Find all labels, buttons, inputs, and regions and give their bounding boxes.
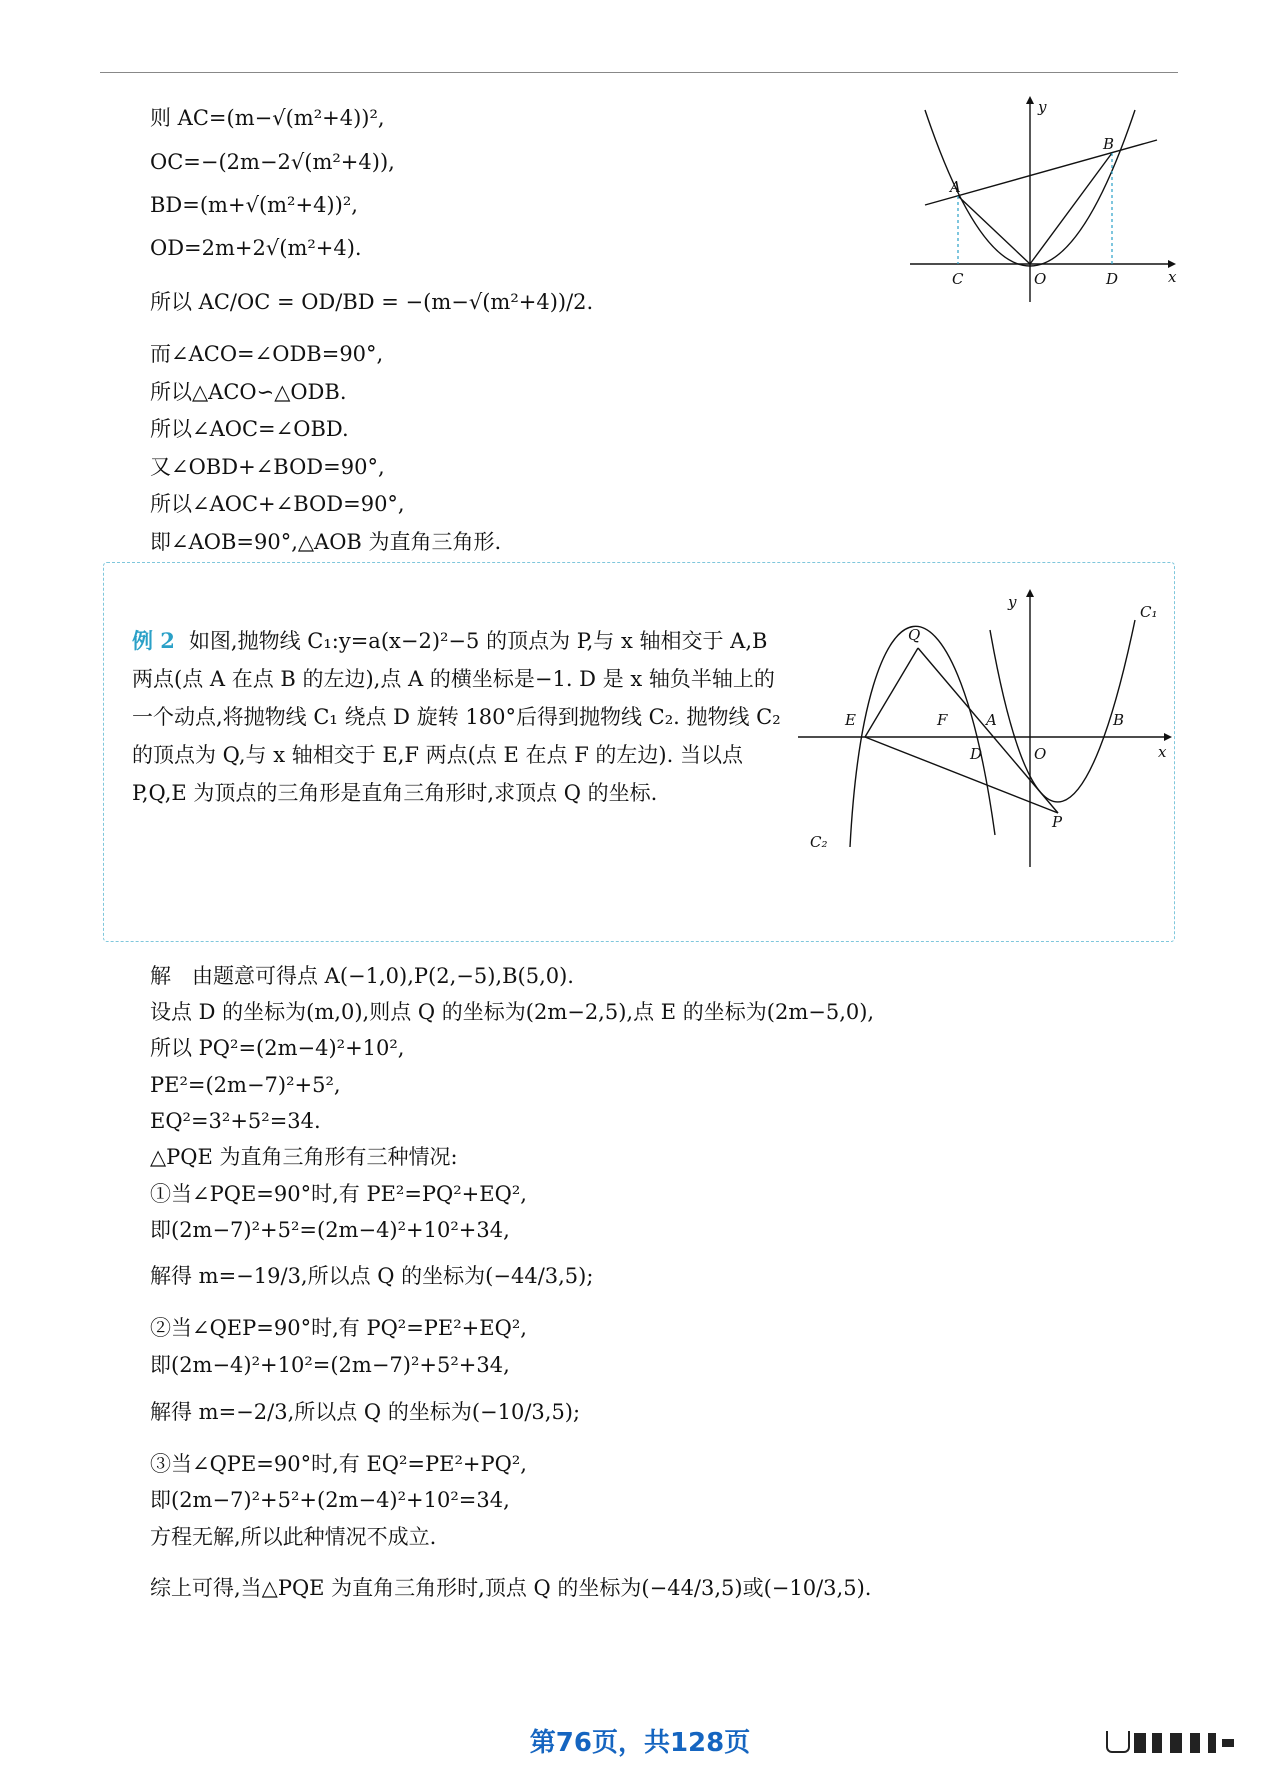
label-y: y	[1038, 98, 1047, 116]
solution-line: EQ²=3²+5²=34.	[150, 1109, 321, 1133]
solution-line: 方程无解,所以此种情况不成立.	[150, 1525, 437, 1549]
label-x: x	[1168, 268, 1177, 286]
proof-line: 所以 AC/OC = OD/BD = −(m−√(m²+4))/2.	[150, 290, 594, 314]
proof-line: OD=2m+2√(m²+4).	[150, 236, 362, 260]
proof-line: BD=(m+√(m²+4))²,	[150, 193, 358, 217]
solution-line: 综上可得,当△PQE 为直角三角形时,顶点 Q 的坐标为(−44/3,5)或(−10/3,5).	[150, 1576, 872, 1600]
proof-line: 则 AC=(m−√(m²+4))²,	[150, 106, 385, 130]
corner-marks	[1106, 1733, 1236, 1755]
proof-line: OC=−(2m−2√(m²+4)),	[150, 150, 395, 174]
label-B: B	[1113, 711, 1125, 729]
figure-2-parabolas	[790, 585, 1180, 875]
solution-line: 即(2m−4)²+10²=(2m−7)²+5²+34,	[150, 1353, 510, 1377]
proof-line: 即∠AOB=90°,△AOB 为直角三角形.	[150, 530, 502, 554]
solution-line: 解得 m=−19/3,所以点 Q 的坐标为(−44/3,5);	[150, 1264, 594, 1288]
proof-line: 又∠OBD+∠BOD=90°,	[150, 455, 385, 479]
label-C: C	[952, 270, 964, 288]
label-P: P	[1052, 813, 1063, 831]
solution-line: 所以 PQ²=(2m−4)²+10²,	[150, 1036, 405, 1060]
label-B: B	[1103, 135, 1115, 153]
example-text	[132, 622, 782, 812]
page-footer: 第76页，共128页	[529, 1728, 751, 1758]
label-A: A	[986, 711, 997, 729]
header-rule	[100, 72, 1178, 73]
label-D: D	[1106, 270, 1119, 288]
label-F: F	[937, 711, 948, 729]
proof-line: 所以△ACO∽△ODB.	[150, 380, 347, 404]
label-O: O	[1034, 745, 1047, 763]
label-E: E	[845, 711, 856, 729]
proof-line: 而∠ACO=∠ODB=90°,	[150, 342, 384, 366]
example-label: 例 2	[132, 628, 175, 653]
solution-line: 即(2m−7)²+5²=(2m−4)²+10²+34,	[150, 1218, 510, 1242]
solution-line: ③当∠QPE=90°时,有 EQ²=PE²+PQ²,	[150, 1452, 527, 1476]
label-y: y	[1008, 593, 1017, 611]
solution-line: ①当∠PQE=90°时,有 PE²=PQ²+EQ²,	[150, 1182, 527, 1206]
example-statement: 如图,抛物线 C₁:y=a(x−2)²−5 的顶点为 P,与 x 轴相交于 A,B 两点(点 A 在点 B 的左边),点 A 的横坐标是−1. D 是 x 轴负半轴上的一个动点,将抛物线 C₁ 绕点 D 旋转 180°后得到抛物线 C₂. 抛物线 C₂ 的顶点为 Q,与 x 轴相交于 E,F 两点(点 E 在点 F 的左边). 当以点 P,Q,E 为顶点的三角形是直角三角形时,求顶点 Q 的坐标.	[132, 629, 781, 805]
figure-1-parabola	[900, 92, 1180, 312]
solution-line: PE²=(2m−7)²+5²,	[150, 1073, 341, 1097]
label-C1: C₁	[1140, 603, 1158, 621]
proof-line: 所以∠AOC=∠OBD.	[150, 417, 349, 441]
segment-eq	[865, 648, 918, 737]
label-D: D	[970, 745, 983, 763]
solution-line: ②当∠QEP=90°时,有 PQ²=PE²+EQ²,	[150, 1316, 527, 1340]
proof-line: 所以∠AOC+∠BOD=90°,	[150, 492, 405, 516]
label-x: x	[1158, 743, 1167, 761]
solution-line: △PQE 为直角三角形有三种情况:	[150, 1145, 458, 1169]
label-O: O	[1034, 270, 1047, 288]
label-A: A	[950, 178, 961, 196]
label-C2: C₂	[810, 833, 828, 851]
solution-line: 解得 m=−2/3,所以点 Q 的坐标为(−10/3,5);	[150, 1400, 581, 1424]
solution-line: 设点 D 的坐标为(m,0),则点 Q 的坐标为(2m−2,5),点 E 的坐标为(2m−5,0),	[150, 1000, 875, 1024]
solution-line: 解 由题意可得点 A(−1,0),P(2,−5),B(5,0).	[150, 964, 574, 988]
solution-line: 即(2m−7)²+5²+(2m−4)²+10²=34,	[150, 1488, 510, 1512]
label-Q: Q	[908, 626, 921, 644]
